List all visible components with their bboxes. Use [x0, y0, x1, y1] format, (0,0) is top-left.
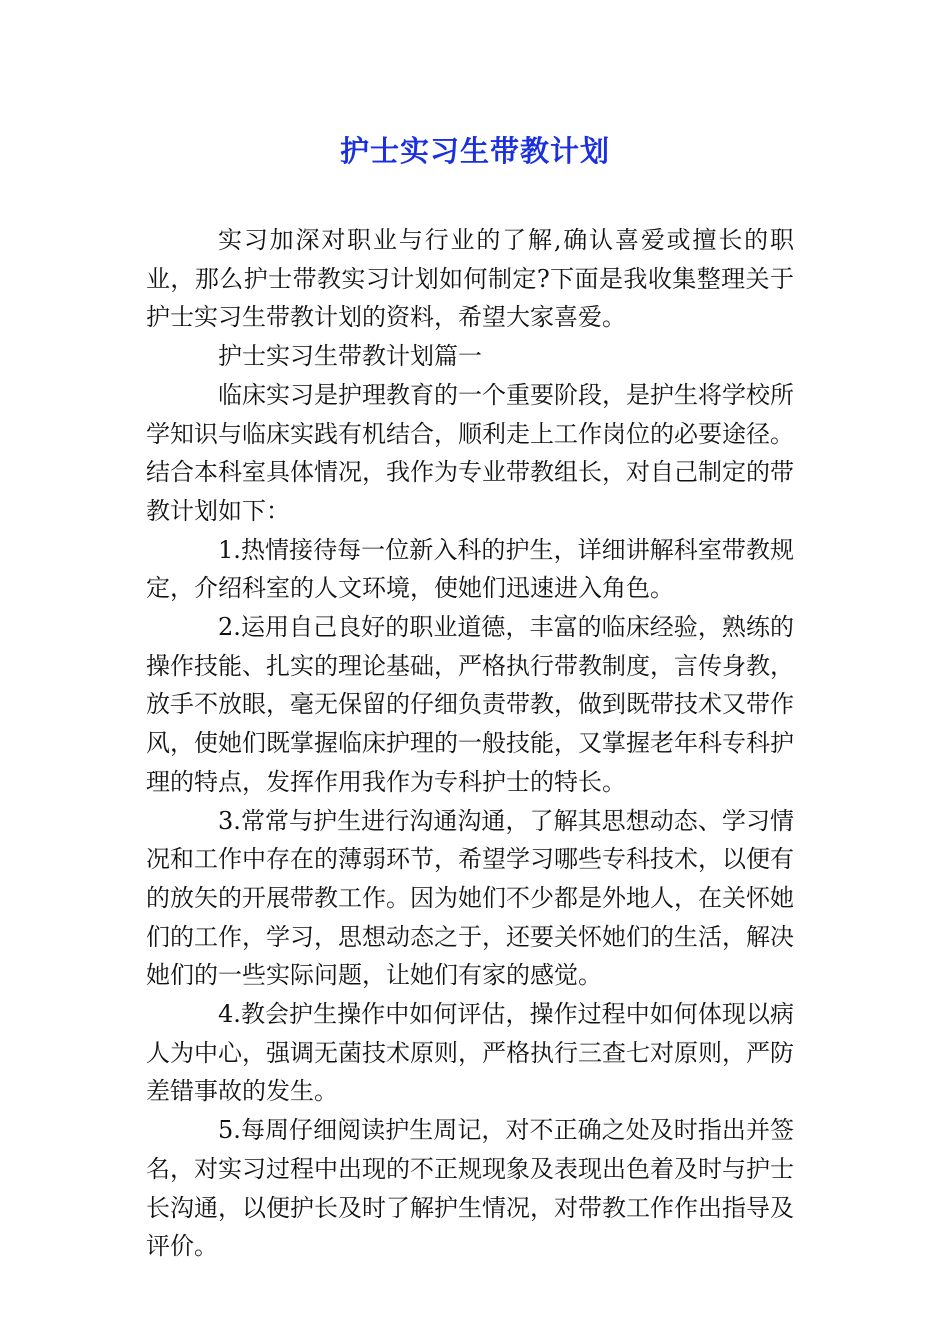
document-title: 护士实习生带教计划: [339, 134, 610, 168]
paragraph-intro: 实习加深对职业与行业的了解,确认喜爱或擅长的职业，那么护士带教实习计划如何制定?下面是我收集整理关于护士实习生带教计划的资料，希望大家喜爱。: [146, 226, 794, 332]
paragraph-item-2: 2.运用自己良好的职业道德，丰富的临床经验，熟练的操作技能、扎实的理论基础，严格执行带教制度，言传身教，放手不放眼，毫无保留的仔细负责带教，做到既带技术又带作风，使她们既掌握临床护理的一般技能，又掌握老年科专科护理的特点，发挥作用我作为专科护士的特长。: [146, 613, 794, 796]
paragraph-item-3: 3.常常与护生进行沟通沟通，了解其思想动态、学习情况和工作中存在的薄弱环节，希望学习哪些专科技术，以便有的放矢的开展带教工作。因为她们不少都是外地人，在关怀她们的工作，学习，思想动态之于，还要关怀她们的生活，解决她们的一些实际问题，让她们有家的感觉。: [146, 806, 794, 990]
paragraph-item-4: 4.教会护生操作中如何评估，操作过程中如何体现以病人为中心，强调无菌技术原则，严格执行三查七对原则，严防差错事故的发生。: [146, 1000, 794, 1106]
document-body: [146, 221, 794, 1266]
paragraph-item-5: 5.每周仔细阅读护生周记，对不正确之处及时指出并签名，对实习过程中出现的不正规现象及表现出色着及时与护士长沟通，以便护长及时了解护生情况，对带教工作作出指导及评价。: [146, 1116, 794, 1261]
paragraph-item-1: 1.热情接待每一位新入科的护生，详细讲解科室带教规定，介绍科室的人文环境，使她们迅速进入角色。: [146, 535, 794, 603]
paragraph-section-heading: 护士实习生带教计划篇一: [218, 342, 482, 371]
paragraph-overview: 临床实习是护理教育的一个重要阶段，是护生将学校所学知识与临床实践有机结合，顺利走上工作岗位的必要途径。结合本科室具体情况，我作为专业带教组长，对自己制定的带教计划如下：: [146, 380, 794, 525]
